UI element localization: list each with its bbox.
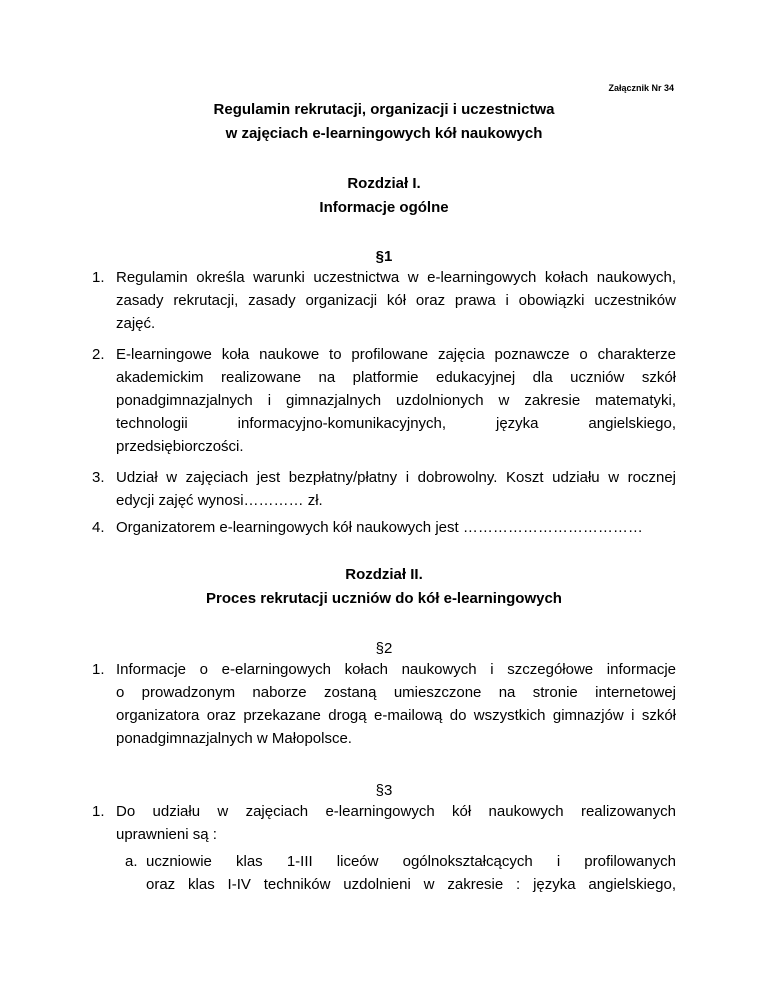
attachment-label: Załącznik Nr 34 [608, 83, 674, 93]
list-item-number: 1. [92, 803, 105, 820]
list-item-number: 4. [92, 519, 105, 536]
sub-item-line: uczniowie klas 1-III liceów ogólnokształcących i profilowanych [146, 853, 676, 870]
section-3-mark: §3 [375, 782, 393, 799]
sub-item-label: a. [125, 853, 138, 870]
sub-item-line: oraz klas I-IV techników uzdolnieni w zakresie : języka angielskiego, [146, 876, 676, 893]
section-2-mark: §2 [375, 640, 393, 657]
list-item-number: 2. [92, 346, 105, 363]
list-item-number: 1. [92, 661, 105, 678]
list-item: E-learningowe koła naukowe to profilowane zajęcia poznawcze o charakterze akademickim realizowane na platformie edukacyjnej dla uczniów szkół ponadgimnazjalnych i gimnazjalnych uzdolnionych w zakresie matematyki, technologii informacyjno-komunikacyjnych, języka angielskiego, przedsiębiorczości. [116, 346, 676, 455]
chapter1-subheading: Informacje ogólne [319, 199, 449, 216]
chapter1-heading: Rozdział I. [347, 175, 421, 192]
chapter2-heading: Rozdział II. [345, 566, 423, 583]
chapter2-subheading: Proces rekrutacji uczniów do kół e-learningowych [206, 590, 562, 607]
section-1-mark: §1 [375, 248, 393, 265]
list-item: Regulamin określa warunki uczestnictwa w e-learningowych kołach naukowych, zasady rekrutacji, zasady organizacji kół oraz prawa i obowiązki uczestników zajęć. [116, 269, 676, 332]
list-item-number: 3. [92, 469, 105, 486]
document-title-line1: Regulamin rekrutacji, organizacji i uczestnictwa [213, 101, 555, 118]
list-item: Informacje o e-elarningowych kołach naukowych i szczegółowe informacje o prowadzonym naborze zostaną umieszczone na stronie internetowej organizatora oraz przekazane drogą e-mailową do wszystkich gimnazjów i szkół ponadgimnazjalnych w Małopolsce. [116, 661, 676, 747]
list-item: Do udziału w zajęciach e-learningowych kół naukowych realizowanych uprawnieni są : [116, 803, 676, 843]
list-item: Organizatorem e-learningowych kół naukowych jest ……………………………… [116, 519, 643, 536]
document-title-line2: w zajęciach e-learningowych kół naukowych [225, 125, 543, 142]
list-item: Udział w zajęciach jest bezpłatny/płatny i dobrowolny. Koszt udziału w rocznej edycji zajęć wynosi………… zł. [116, 469, 676, 509]
list-item-number: 1. [92, 269, 105, 286]
